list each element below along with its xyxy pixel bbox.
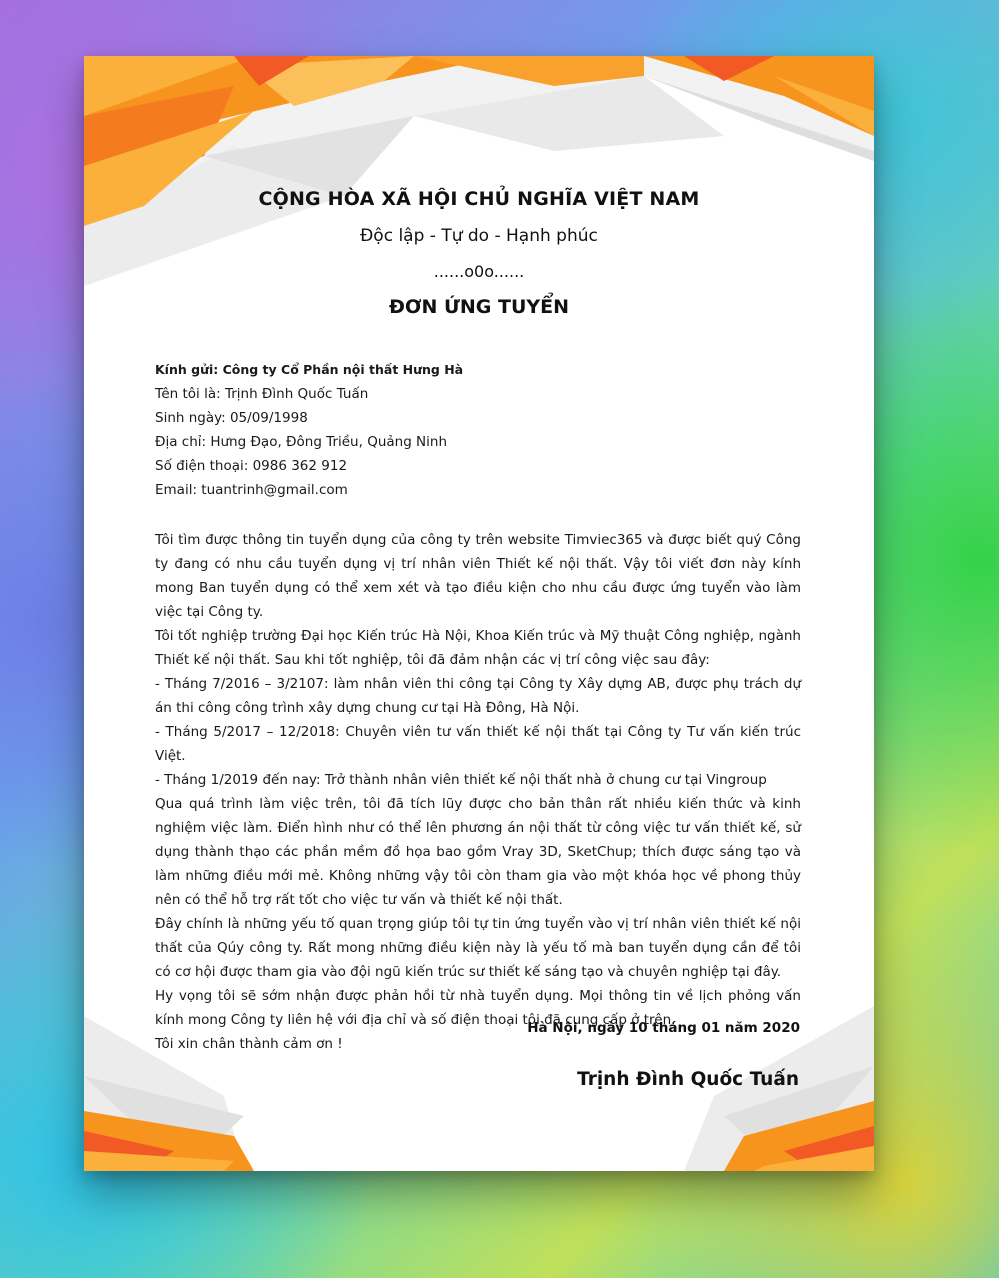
body-paragraph: Tôi xin chân thành cảm ơn ! [155, 1036, 343, 1052]
recipient-line: Kính gửi: Công ty Cổ Phần nội thất Hưng Hà [155, 362, 464, 377]
body-paragraph: - Tháng 5/2017 – 12/2018: Chuyên viên tư vấn thiết kế nội thất tại Công ty Tư vấn kiến trúc Việt. [155, 724, 801, 764]
body-paragraph: Tôi tìm được thông tin tuyển dụng của công ty trên website Timviec365 và được biết quý Công ty đang có nhu cầu tuyển dụng vị trí nhân viên Thiết kế nội thất. Vậy tôi viết đơn này kính mong Ban tuyển dụng có thể xem xét và tạo điều kiện cho nhu cầu được ứng tuyển vào làm việc tại Công ty. [155, 532, 801, 620]
info-birthdate: Sinh ngày: 05/09/1998 [155, 410, 308, 426]
body-paragraph: Tôi tốt nghiệp trường Đại học Kiến trúc Hà Nội, Khoa Kiến trúc và Mỹ thuật Công nghiệp, ngành Thiết kế nội thất. Sau khi tốt nghiệp, tôi đã đảm nhận các vị trí công việc sau đây: [155, 628, 801, 668]
date-line: Hà Nội, ngày 10 tháng 01 năm 2020 [527, 1020, 800, 1036]
info-email: Email: tuantrinh@gmail.com [155, 482, 348, 498]
body-paragraph: Hy vọng tôi sẽ sớm nhận được phản hồi từ nhà tuyển dụng. Mọi thông tin về lịch phỏng vấn kính mong Công ty liên hệ với địa chỉ và số điện thoại tôi đã cung cấp ở trên. [155, 988, 801, 1028]
body-paragraph: - Tháng 1/2019 đến nay: Trở thành nhân viên thiết kế nội thất nhà ở chung cư tại Vingroup [155, 772, 767, 788]
body-paragraph: Qua quá trình làm việc trên, tôi đã tích lũy được cho bản thân rất nhiều kiến thức và kinh nghiệm việc làm. Điển hình như có thể lên phương án nội thất từ công việc tư vấn thiết kế, sử dụng thành thạo các phần mềm đồ họa bao gồm Vray 3D, SketChup; thích được sáng tạo và làm những điều mới mẻ. Không những vậy tôi còn tham gia vào một khóa học về phong thủy nên có thể hỗ trợ rất tốt cho việc tư vấn và thiết kế nội thất. [155, 796, 801, 908]
country-header: CỘNG HÒA XÃ HỘI CHỦ NGHĨA VIỆT NAM [258, 188, 700, 210]
document-title: ĐƠN ỨNG TUYỂN [388, 296, 570, 318]
header-separator: ......o0o...... [433, 262, 525, 281]
info-phone: Số điện thoại: 0986 362 912 [155, 458, 348, 474]
letter-body [155, 528, 801, 1056]
signature-name: Trịnh Đình Quốc Tuấn [577, 1069, 799, 1090]
letter-content [84, 56, 874, 1171]
applicant-info [155, 358, 805, 502]
info-name: Tên tôi là: Trịnh Đình Quốc Tuấn [155, 386, 369, 402]
application-letter-page [84, 56, 874, 1171]
national-motto: Độc lập - Tự do - Hạnh phúc [360, 226, 598, 246]
body-paragraph: Đây chính là những yếu tố quan trọng giúp tôi tự tin ứng tuyển vào vị trí nhân viên thiết kế nội thất của Qúy công ty. Rất mong những điều kiện này là yếu tố mà ban tuyển dụng cần để tôi có cơ hội được tham gia vào đội ngũ kiến trúc sư thiết kế sáng tạo và chuyên nghiệp tại đây. [155, 916, 801, 980]
info-address: Địa chỉ: Hưng Đạo, Đông Triều, Quảng Ninh [155, 434, 448, 450]
body-paragraph: - Tháng 7/2016 – 3/2107: làm nhân viên thi công tại Công ty Xây dựng AB, được phụ trách dự án thi công công trình xây dựng chung cư tại Hà Đông, Hà Nội. [155, 676, 801, 716]
